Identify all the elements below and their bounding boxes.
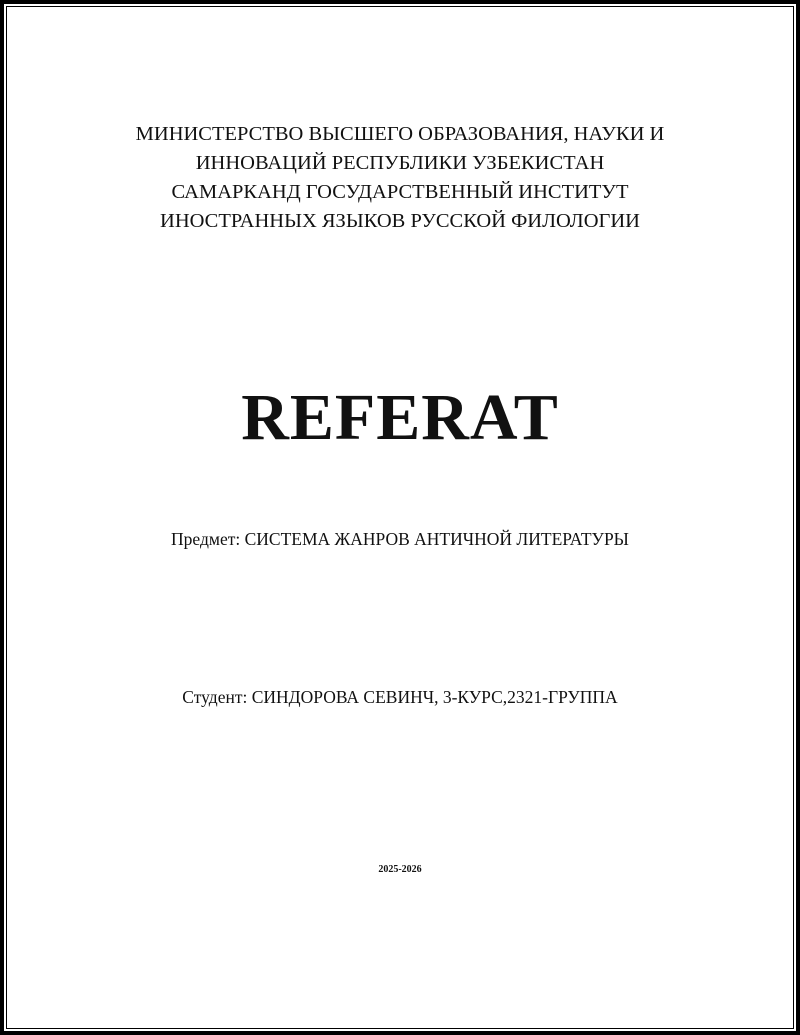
student-line: Студент: СИНДОРОВА СЕВИНЧ, 3-КУРС,2321-ГРУППА xyxy=(182,687,618,707)
subject-line: Предмет: СИСТЕМА ЖАНРОВ АНТИЧНОЙ ЛИТЕРАТУРЫ xyxy=(171,529,629,549)
ministry-header-line-2: ИННОВАЦИЙ РЕСПУБЛИКИ УЗБЕКИСТАН xyxy=(195,152,605,174)
ministry-header xyxy=(0,120,800,236)
academic-year: 2025-2026 xyxy=(378,864,422,875)
ministry-header-line-1: МИНИСТЕРСТВО ВЫСШЕГО ОБРАЗОВАНИЯ, НАУКИ И xyxy=(135,123,665,145)
document-title: REFERAT xyxy=(241,381,559,454)
ministry-header-line-4: ИНОСТРАННЫХ ЯЗЫКОВ РУССКОЙ ФИЛОЛОГИИ xyxy=(160,210,640,232)
ministry-header-line-3: САМАРКАНД ГОСУДАРСТВЕННЫЙ ИНСТИТУТ xyxy=(171,181,629,203)
